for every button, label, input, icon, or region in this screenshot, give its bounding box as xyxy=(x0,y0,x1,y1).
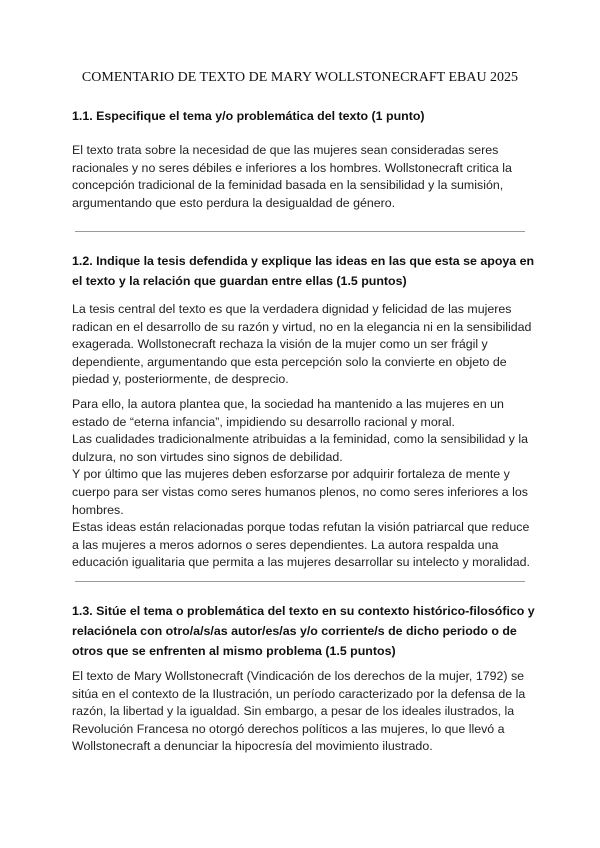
text-line: dulzura, no son virtudes sino signos de debilidad. xyxy=(72,449,343,464)
text-line: a las mujeres a meros adornos o seres dependientes. La autora respalda una xyxy=(72,537,499,552)
text-line: hombres. xyxy=(72,502,124,517)
heading-line: el texto y la relación que guardan entre ellas (1.5 puntos) xyxy=(72,274,407,288)
section-1-heading xyxy=(72,106,532,126)
text-line: racionales y no seres débiles e inferiores a los hombres. Wollstonecraft critica la xyxy=(72,160,512,175)
text-line: La tesis central del texto es que la verdadera dignidad y felicidad de las mujeres xyxy=(72,302,512,316)
section-2-paragraph-2 xyxy=(72,396,534,572)
text-line: exagerada. Wollstonecraft rechaza la visión de la mujer como un ser frágil y xyxy=(72,337,488,352)
text-line: Wollstonecraft a denunciar la hipocresía del movimiento ilustrado. xyxy=(72,739,433,754)
heading-line: otros que se enfrenten al mismo problema (1.5 puntos) xyxy=(72,644,396,658)
text-line: cuerpo para ser vistas como seres humanos plenos, no como seres inferiores a los xyxy=(72,484,528,499)
document-title: COMENTARIO DE TEXTO DE MARY WOLLSTONECRAFT EBAU 2025 xyxy=(81,70,519,85)
heading-line: relaciónela con otro/a/s/as autor/es/as y/o corriente/s de dicho periodo o de xyxy=(72,624,517,638)
section-2-heading xyxy=(72,251,535,291)
text-line: educación igualitaria que permita a las mujeres desarrollar su intelecto y moralidad. xyxy=(72,555,530,570)
text-line: sitúa en el contexto de la Ilustración, un período caracterizado por la defensa de la xyxy=(72,686,526,701)
text-line: piedad y, posteriormente, de desprecio. xyxy=(72,372,289,387)
text-line: Las cualidades tradicionalmente atribuidas a la feminidad, como la sensibilidad y la xyxy=(72,432,528,447)
text-line: concepción tradicional de la feminidad basada en la sensibilidad y la sumisión, xyxy=(72,178,504,193)
text-line: El texto trata sobre la necesidad de que las mujeres sean consideradas seres xyxy=(72,143,499,157)
text-line: estado de “eterna infancia”, impidiendo su desarrollo racional y moral. xyxy=(72,414,455,429)
section-1-paragraph xyxy=(72,142,534,212)
text-line: Revolución Francesa no otorgó derechos políticos a las mujeres, lo que llevó a xyxy=(72,721,505,736)
section-3-heading xyxy=(72,601,535,661)
section-2-paragraph-1 xyxy=(72,301,534,389)
heading-line: 1.1. Especifique el tema y/o problemática del texto (1 punto) xyxy=(72,109,425,123)
text-line: Estas ideas están relacionadas porque todas refutan la visión patriarcal que reduce xyxy=(72,520,530,535)
text-line: El texto de Mary Wollstonecraft (Vindicación de los derechos de la mujer, 1792) se xyxy=(72,669,525,683)
text-line: Para ello, la autora plantea que, la sociedad ha mantenido a las mujeres en un xyxy=(72,397,504,411)
text-line: razón, la libertad y la igualdad. Sin embargo, a pesar de los ideales ilustrados, la xyxy=(72,704,515,719)
text-line: argumentando que esto perdura la desigualdad de género. xyxy=(72,195,396,210)
text-line: radican en el desarrollo de su razón y virtud, no en la elegancia ni en la sensibilidad xyxy=(72,319,532,334)
section-3-paragraph xyxy=(72,668,534,756)
heading-line: 1.2. Indique la tesis defendida y explique las ideas en las que esta se apoya en xyxy=(72,254,535,268)
text-line: Y por último que las mujeres deben esforzarse por adquirir fortaleza de mente y xyxy=(72,467,510,482)
section-divider xyxy=(75,231,525,232)
section-divider xyxy=(75,581,525,582)
heading-line: 1.3. Sitúe el tema o problemática del texto en su contexto histórico-filosófico y xyxy=(72,604,535,618)
text-line: dependiente, argumentando que esta percepción solo la convierte en objeto de xyxy=(72,354,507,369)
